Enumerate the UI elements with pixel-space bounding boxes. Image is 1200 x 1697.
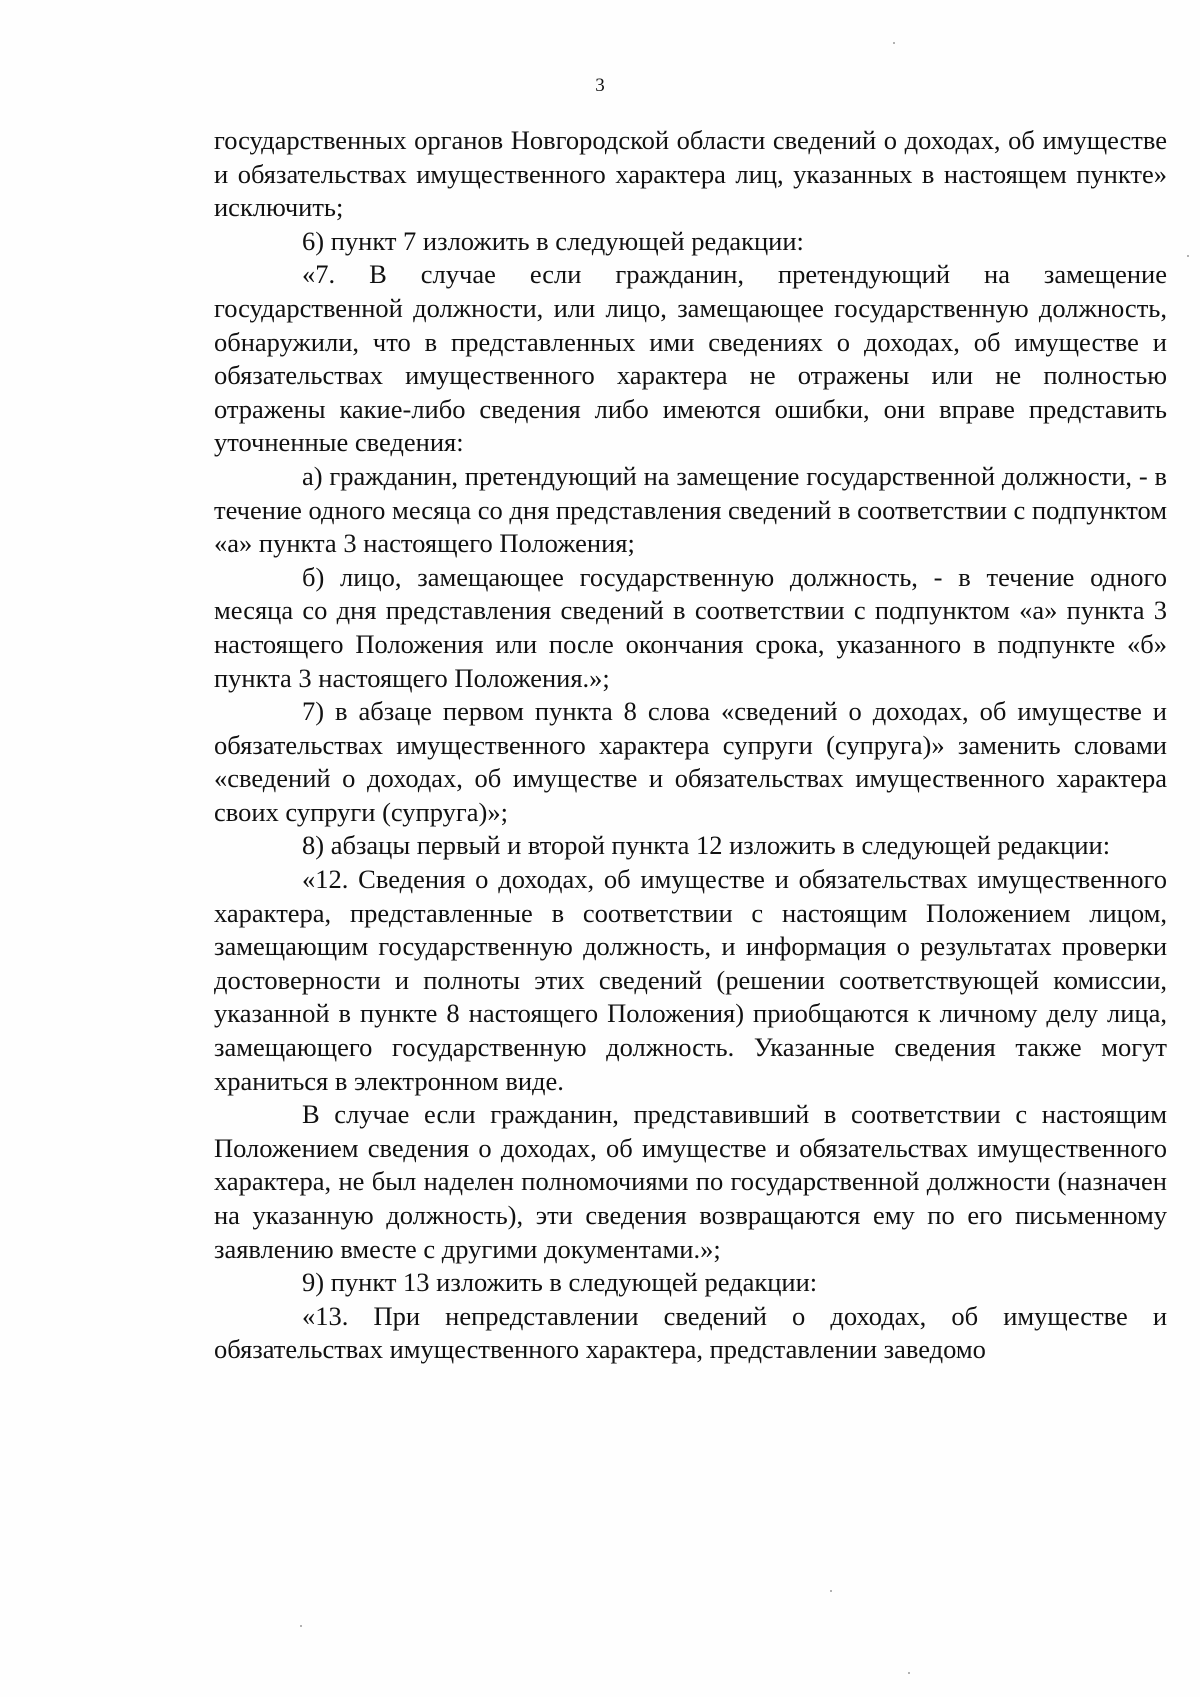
scan-speck: [1187, 255, 1189, 257]
scan-speck: [300, 1625, 302, 1627]
paragraph-3: «7. В случае если гражданин, претендующий на замещение государственной должности, или лицо, замещающее государственную должность, обнаружили, что в представленных ими сведениях о доходах, об имуществе и обязательствах имущественного характера не отражены или не полностью отражены какие-либо сведения либо имеются ошибки, они вправе представить уточненные сведения:: [214, 259, 1167, 458]
scan-speck: [893, 42, 895, 44]
scan-speck: [908, 1672, 910, 1674]
paragraph-7: 8) абзацы первый и второй пункта 12 изложить в следующей редакции:: [302, 830, 1111, 861]
paragraph-4: а) гражданин, претендующий на замещение государственной должности, - в течение одного месяца со дня представления сведений в соответствии с подпунктом «а» пункта 3 настоящего Положения;: [214, 460, 1167, 559]
document-body: [214, 124, 1167, 1367]
paragraph-11: «13. При непредставлении сведений о доходах, об имуществе и обязательствах имущественного характера, представлении заведомо: [214, 1300, 1167, 1365]
paragraph-8: «12. Сведения о доходах, об имуществе и обязательствах имущественного характера, представленные в соответствии с настоящим Положением лицом, замещающим государственную должность, и информация о результатах проверки достоверности и полноты этих сведений (решении соответствующей комиссии, указанной в пункте 8 настоящего Положения) приобщаются к личному делу лица, замещающего государственную должность. Указанные сведения также могут храниться в электронном виде.: [214, 864, 1167, 1096]
scan-speck: [830, 1590, 832, 1592]
paragraph-2: 6) пункт 7 изложить в следующей редакции:: [302, 225, 804, 256]
paragraph-9: В случае если гражданин, представивший в соответствии с настоящим Положением сведения о доходах, об имуществе и обязательствах имущественного характера, не был наделен полномочиями по государственной должности (назначен на указанную должность), эти сведения возвращаются ему по его письменному заявлению вместе с другими документами.»;: [214, 1099, 1167, 1264]
paragraph-10: 9) пункт 13 изложить в следующей редакции:: [302, 1267, 818, 1298]
paragraph-1: государственных органов Новгородской области сведений о доходах, об имуществе и обязательствах имущественного характера лиц, указанных в настоящем пункте» исключить;: [214, 125, 1167, 223]
paragraph-5: б) лицо, замещающее государственную должность, - в течение одного месяца со дня представления сведений в соответствии с подпунктом «а» пункта 3 настоящего Положения или после окончания срока, указанного в подпункте «б» пункта 3 настоящего Положения.»;: [214, 561, 1167, 693]
paragraph-6: 7) в абзаце первом пункта 8 слова «сведений о доходах, об имуществе и обязательствах имущественного характера супруги (супруга)» заменить словами «сведений о доходах, об имуществе и обязательствах имущественного характера своих супруги (супруга)»;: [214, 696, 1167, 827]
page-number: 3: [595, 75, 605, 96]
